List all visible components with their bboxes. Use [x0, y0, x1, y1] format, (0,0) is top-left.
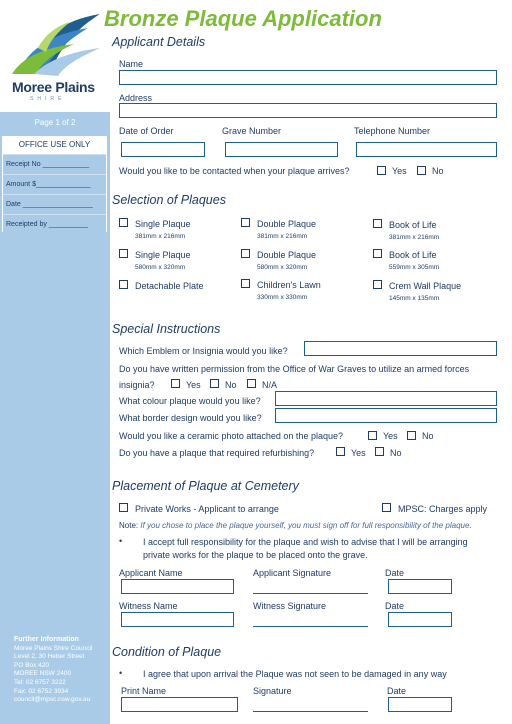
childrens-lawn-checkbox[interactable]	[241, 279, 250, 288]
witness-signature-label: Witness Signature	[253, 601, 327, 611]
condition-date-label: Date	[387, 686, 407, 696]
emblem-question: Which Emblem or Insignia would you like?	[119, 346, 288, 356]
address-label: Address	[119, 93, 153, 103]
further-line: council@mpsc.nsw.gov.au	[14, 696, 91, 704]
permission-question: Do you have written permission from the Office of War Graves to utilize an armed forces	[119, 364, 470, 374]
refurb-no-label: No	[390, 448, 402, 458]
applicant-name-field[interactable]	[121, 579, 234, 594]
book-of-life-559-checkbox[interactable]	[373, 249, 382, 258]
sidebar	[0, 0, 110, 724]
applicant-signature-label: Applicant Signature	[253, 568, 332, 578]
private-works-checkbox[interactable]	[119, 503, 128, 512]
permission-no-label: No	[225, 380, 237, 390]
ceramic-no-checkbox[interactable]	[407, 431, 416, 440]
crem-wall-plaque-checkbox[interactable]	[373, 280, 382, 289]
condition-date-field[interactable]	[388, 697, 452, 712]
border-field[interactable]	[275, 408, 497, 423]
further-information	[14, 636, 92, 705]
page-title: Bronze Plaque Application	[104, 6, 382, 31]
contact-yes-label: Yes	[392, 166, 407, 176]
logo-name: Moree Plains	[12, 79, 95, 95]
receipted-by-line: Receipted by __________	[3, 214, 106, 234]
condition-signature-line[interactable]	[253, 711, 368, 712]
plaque-label: Detachable Plate	[135, 281, 204, 291]
witness-date-label: Date	[385, 601, 405, 611]
further-line: Moree Plains Shire Council	[14, 644, 93, 652]
date-of-order-label: Date of Order	[119, 126, 174, 136]
plaque-label: Crem Wall Plaque	[389, 281, 462, 291]
print-name-label: Print Name	[121, 686, 167, 696]
applicant-heading: Applicant Details	[112, 35, 206, 49]
permission-question-cont: insignia?	[119, 380, 155, 390]
office-use-box	[2, 136, 107, 232]
permission-yes-checkbox[interactable]	[171, 379, 180, 388]
emblem-field[interactable]	[304, 341, 497, 356]
grave-number-field[interactable]	[225, 142, 338, 157]
mpsc-label: MPSC: Charges apply	[398, 504, 488, 514]
colour-field[interactable]	[275, 391, 497, 406]
plaque-size: 381mm x 216mm	[389, 234, 440, 241]
placement-heading: Placement of Plaque at Cemetery	[112, 479, 299, 493]
condition-heading: Condition of Plaque	[112, 645, 222, 659]
permission-na-checkbox[interactable]	[247, 379, 256, 388]
ceramic-no-label: No	[422, 431, 434, 441]
plaque-label: Double Plaque	[257, 219, 317, 229]
book-of-life-381-checkbox[interactable]	[373, 219, 382, 228]
contact-question: Would you like to be contacted when your plaque arrives?	[119, 166, 350, 176]
detachable-plate-checkbox[interactable]	[119, 280, 128, 289]
plaque-label: Book of Life	[389, 250, 437, 260]
plaque-size: 381mm x 216mm	[257, 233, 308, 240]
office-use-title: OFFICE USE ONLY	[18, 140, 91, 149]
witness-name-field[interactable]	[121, 612, 234, 627]
single-plaque-381-checkbox[interactable]	[119, 218, 128, 227]
plaque-size: 381mm x 216mm	[135, 233, 186, 240]
mpsc-checkbox[interactable]	[382, 503, 391, 512]
applicant-name-label: Applicant Name	[119, 568, 183, 578]
further-heading: Further Information	[14, 636, 79, 643]
further-line: Tel: 02 6757 3222	[14, 678, 66, 686]
special-heading: Special Instructions	[112, 322, 221, 336]
further-line: PO Box 420	[14, 661, 50, 669]
note-text: If you chose to place the plaque yourself, you must sign off for full responsibility of the plaque.	[140, 521, 472, 530]
permission-na-label: N/A	[262, 380, 278, 390]
witness-date-field[interactable]	[388, 612, 452, 627]
further-line: Level 2, 30 Heber Street	[14, 653, 85, 661]
contact-no-label: No	[432, 166, 444, 176]
single-plaque-580-checkbox[interactable]	[119, 249, 128, 258]
permission-yes-label: Yes	[186, 380, 201, 390]
witness-signature-line[interactable]	[253, 626, 368, 627]
refurb-no-checkbox[interactable]	[375, 447, 384, 456]
plaque-size: 580mm x 320mm	[135, 264, 186, 271]
contact-yes-checkbox[interactable]	[377, 166, 386, 175]
accept-bullet: •	[119, 536, 123, 546]
signature-label: Signature	[253, 686, 292, 696]
receipt-no-line: Receipt No ____________	[3, 154, 106, 174]
plaque-size: 145mm x 135mm	[389, 295, 440, 302]
double-plaque-381-checkbox[interactable]	[241, 218, 250, 227]
colour-question: What colour plaque would you like?	[119, 396, 261, 406]
applicant-signature-line[interactable]	[253, 593, 368, 594]
witness-name-label: Witness Name	[119, 601, 178, 611]
further-line: MOREE NSW 2400	[14, 670, 72, 678]
plaque-label: Book of Life	[389, 220, 437, 230]
ceramic-yes-label: Yes	[383, 431, 398, 441]
ceramic-yes-checkbox[interactable]	[368, 431, 377, 440]
plaque-size: 330mm x 330mm	[257, 294, 308, 301]
plaque-label: Single Plaque	[135, 250, 191, 260]
plaque-label: Children's Lawn	[257, 280, 321, 290]
page-indicator: Page 1 of 2	[34, 118, 76, 127]
applicant-date-field[interactable]	[388, 579, 452, 594]
telephone-label: Telephone Number	[354, 126, 431, 136]
address-field[interactable]	[119, 103, 497, 118]
name-label: Name	[119, 59, 144, 69]
amount-line: Amount $______________	[3, 174, 106, 194]
contact-no-checkbox[interactable]	[417, 166, 426, 175]
print-name-field[interactable]	[121, 697, 238, 712]
grave-number-label: Grave Number	[222, 126, 282, 136]
plaque-label: Double Plaque	[257, 250, 317, 260]
border-question: What border design would you like?	[119, 413, 262, 423]
plaque-size: 559mm x 305mm	[389, 264, 440, 271]
refurb-yes-label: Yes	[351, 448, 366, 458]
permission-no-checkbox[interactable]	[210, 379, 219, 388]
placement-note	[119, 521, 472, 530]
agree-text: I agree that upon arrival the Plaque was not seen to be damaged in any way	[143, 669, 447, 679]
plaques-heading: Selection of Plaques	[112, 193, 226, 207]
ceramic-question: Would you like a ceramic photo attached on the plaque?	[119, 431, 343, 441]
name-field[interactable]	[119, 70, 497, 85]
plaque-label: Single Plaque	[135, 219, 191, 229]
plaque-size: 580mm x 320mm	[257, 264, 308, 271]
double-plaque-580-checkbox[interactable]	[241, 249, 250, 258]
private-works-label: Private Works - Applicant to arrange	[135, 504, 279, 514]
date-line: Date __________________	[3, 194, 106, 214]
further-line: Fax: 02 6752 3934	[14, 687, 69, 695]
accept-text: I accept full responsibility for the plaque and wish to advise that I will be arranging	[143, 537, 468, 547]
agree-bullet: •	[119, 668, 123, 678]
accept-text-cont: private works for the plaque to be placed onto the grave.	[143, 550, 368, 560]
note-label: Note:	[119, 521, 139, 530]
refurb-question: Do you have a plaque that required refurbishing?	[119, 448, 315, 458]
telephone-field[interactable]	[356, 142, 497, 157]
refurb-yes-checkbox[interactable]	[336, 447, 345, 456]
date-of-order-field[interactable]	[121, 142, 205, 157]
applicant-date-label: Date	[385, 568, 405, 578]
logo-sub: SHIRE	[30, 96, 66, 102]
